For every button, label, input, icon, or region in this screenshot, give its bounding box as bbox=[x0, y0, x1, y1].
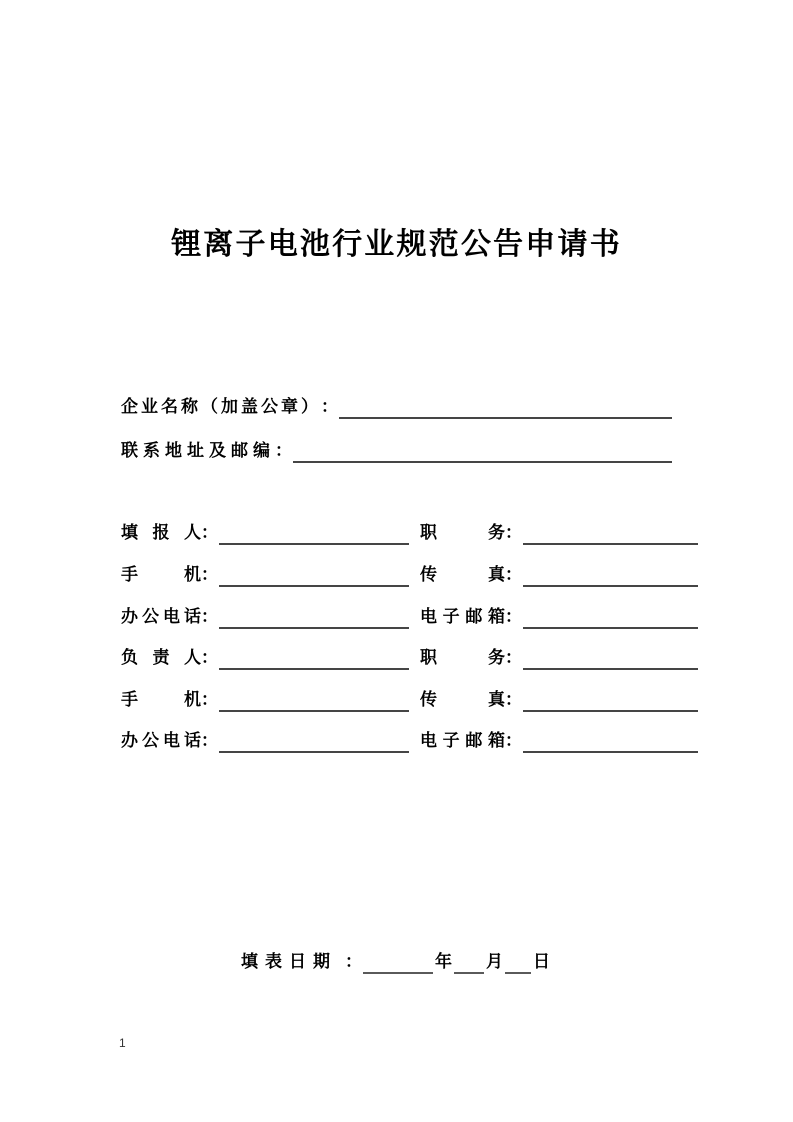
fax-blank[interactable] bbox=[523, 565, 698, 587]
colon: ： bbox=[505, 648, 522, 667]
mobile-blank[interactable] bbox=[219, 565, 409, 587]
colon: ： bbox=[505, 607, 522, 626]
fax-label: 传真 bbox=[420, 565, 505, 584]
address-label: 联系地址及邮编 bbox=[121, 441, 275, 460]
month-blank[interactable] bbox=[454, 952, 484, 974]
fax-field bbox=[420, 686, 698, 712]
company-name-row bbox=[121, 393, 672, 419]
form-row bbox=[121, 519, 698, 545]
colon: ： bbox=[505, 523, 522, 542]
filler-field bbox=[121, 519, 409, 545]
colon: ： bbox=[201, 607, 218, 626]
colon: ： bbox=[505, 565, 522, 584]
person-in-charge-field bbox=[121, 644, 409, 670]
address-row bbox=[121, 437, 672, 463]
colon: ： bbox=[201, 565, 218, 584]
email-label: 电子邮箱 bbox=[420, 731, 505, 750]
office-phone-blank[interactable] bbox=[219, 607, 409, 629]
month-unit: 月 bbox=[486, 952, 503, 971]
position-label: 职务 bbox=[420, 648, 505, 667]
office-phone-label: 办公电话 bbox=[121, 731, 201, 750]
colon: ： bbox=[321, 397, 338, 416]
colon: ： bbox=[201, 523, 218, 542]
form-row bbox=[121, 686, 698, 712]
person-in-charge-label: 负责人 bbox=[121, 648, 201, 667]
form-row bbox=[121, 561, 698, 587]
mobile-label: 手机 bbox=[121, 565, 201, 584]
position-field bbox=[420, 644, 698, 670]
fax-field bbox=[420, 561, 698, 587]
filler-label: 填报人 bbox=[121, 523, 201, 542]
address-blank[interactable] bbox=[293, 441, 672, 463]
filler-blank[interactable] bbox=[219, 523, 409, 545]
colon: ： bbox=[345, 952, 362, 971]
form-row bbox=[121, 603, 698, 629]
person-in-charge-blank[interactable] bbox=[219, 648, 409, 670]
page-title: 锂离子电池行业规范公告申请书 bbox=[171, 228, 622, 261]
fill-date-label: 填表日期 bbox=[241, 952, 337, 971]
form-row bbox=[121, 727, 698, 753]
email-blank[interactable] bbox=[523, 731, 698, 753]
colon: ： bbox=[201, 690, 218, 709]
email-blank[interactable] bbox=[523, 607, 698, 629]
position-blank[interactable] bbox=[523, 648, 698, 670]
company-name-label: 企业名称（加盖公章） bbox=[121, 397, 321, 416]
page-number: 1 bbox=[119, 1036, 126, 1050]
year-blank[interactable] bbox=[363, 952, 433, 974]
mobile-field bbox=[121, 561, 409, 587]
fill-date-row bbox=[0, 948, 793, 974]
colon: ： bbox=[201, 731, 218, 750]
email-field bbox=[420, 603, 698, 629]
fax-label: 传真 bbox=[420, 690, 505, 709]
office-phone-label: 办公电话 bbox=[121, 607, 201, 626]
position-blank[interactable] bbox=[523, 523, 698, 545]
email-label: 电子邮箱 bbox=[420, 607, 505, 626]
colon: ： bbox=[505, 690, 522, 709]
office-phone-field bbox=[121, 727, 409, 753]
position-label: 职务 bbox=[420, 523, 505, 542]
mobile-field bbox=[121, 686, 409, 712]
mobile-blank[interactable] bbox=[219, 690, 409, 712]
mobile-label: 手机 bbox=[121, 690, 201, 709]
year-unit: 年 bbox=[435, 952, 452, 971]
colon: ： bbox=[275, 441, 292, 460]
position-field bbox=[420, 519, 698, 545]
colon: ： bbox=[201, 648, 218, 667]
office-phone-blank[interactable] bbox=[219, 731, 409, 753]
company-name-blank[interactable] bbox=[339, 397, 672, 419]
form-row bbox=[121, 644, 698, 670]
office-phone-field bbox=[121, 603, 409, 629]
day-unit: 日 bbox=[533, 952, 550, 971]
email-field bbox=[420, 727, 698, 753]
day-blank[interactable] bbox=[505, 952, 531, 974]
fax-blank[interactable] bbox=[523, 690, 698, 712]
colon: ： bbox=[505, 731, 522, 750]
